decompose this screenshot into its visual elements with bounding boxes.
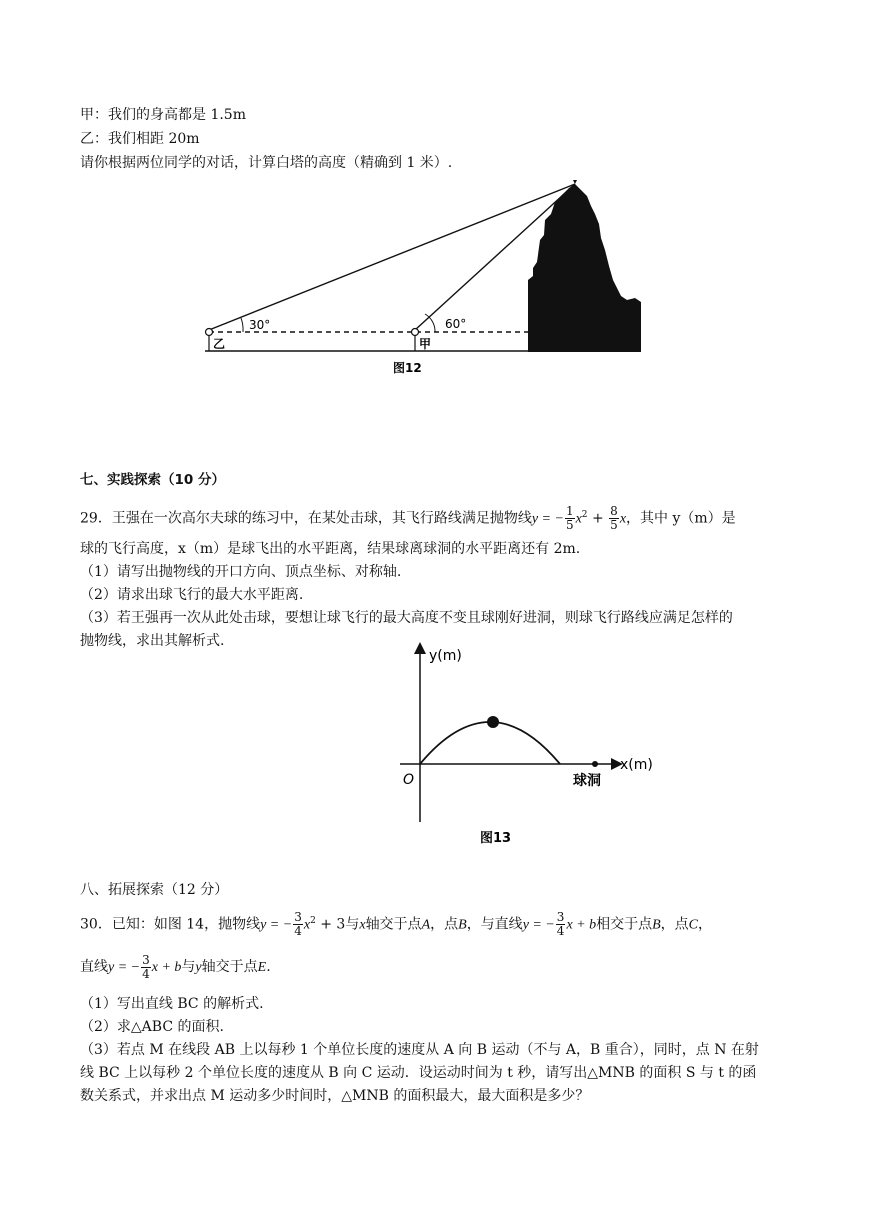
q30-part3a: （3）若点 M 在线段 AB 上以每秒 1 个单位长度的速度从 A 向 B 运动（不与 A，B 重合），同时，点 N 在射	[80, 1042, 759, 1058]
q29-line2: 球的飞行高度，x（m）是球飞出的水平距离，结果球离球洞的水平距离还有 2m.	[80, 541, 581, 557]
q30-part1: （1）写出直线 BC 的解析式.	[80, 996, 264, 1012]
figure-12-caption: 图12	[393, 361, 422, 375]
observer-yi-label: 乙	[213, 337, 226, 351]
figure-13-caption: 图13	[480, 831, 512, 846]
tower-silhouette	[528, 184, 641, 352]
q30-part2: （2）求△ABC 的面积.	[80, 1019, 224, 1035]
y-axis-label: y(m)	[429, 648, 462, 664]
section-8-heading: 八、拓展探索（12 分）	[80, 882, 229, 898]
figure-13-parabola	[395, 640, 675, 850]
dialogue-yi: 乙：我们相距 20m	[80, 131, 200, 147]
x-axis-label: x(m)	[620, 757, 653, 773]
angle-30-label: 30°	[249, 318, 271, 332]
q29-statement: 29．王强在一次高尔夫球的练习中，在某处击球，其飞行路线满足抛物线y = − $\frac{1}{5}$ $x^2$ + $\frac{8}{5}$ x，其中 y（m）是	[80, 504, 736, 533]
angle-60-label: 60°	[445, 317, 467, 331]
q29-part3b: 抛物线，求出其解析式.	[80, 633, 225, 649]
dialogue-jia: 甲：我们的身高都是 1.5m	[80, 107, 246, 123]
observer-jia-label: 甲	[419, 337, 432, 351]
q29-part3a: （3）若王强再一次从此处击球，要想让球飞行的最大高度不变且球刚好进洞，则球飞行路线应满足怎样的	[80, 610, 733, 626]
section-7-heading: 七、实践探索（10 分）	[80, 472, 225, 488]
q29-part1: （1）请写出抛物线的开口方向、顶点坐标、对称轴.	[80, 564, 402, 580]
origin-label: O	[403, 772, 415, 788]
q30-statement: 30．已知：如图 14，抛物线y = − $\frac{3}{4}$ $x^2 + 3$与x轴交于点A，点B，与直线y = − $\frac{3}{4}$ x + b相交于点B，点C，	[80, 910, 713, 939]
figure-12-tower	[195, 180, 655, 380]
q30-part3c: 数关系式，并求出点 M 运动多少时间时，△MNB 的面积最大，最大面积是多少？	[80, 1088, 590, 1104]
q29-part2: （2）请求出球飞行的最大水平距离.	[80, 587, 304, 603]
dialogue-question: 请你根据两位同学的对话，计算白塔的高度（精确到 1 米）.	[80, 155, 453, 171]
q30-part3b: 线 BC 上以每秒 2 个单位长度的速度从 B 向 C 运动．设运动时间为 t 秒，请写出△MNB 的面积 S 与 t 的函	[80, 1065, 757, 1081]
q30-line2: 直线y = − $\frac{3}{4}$ x + b与y轴交于点E.	[80, 952, 271, 981]
hole-label: 球洞	[573, 773, 601, 789]
